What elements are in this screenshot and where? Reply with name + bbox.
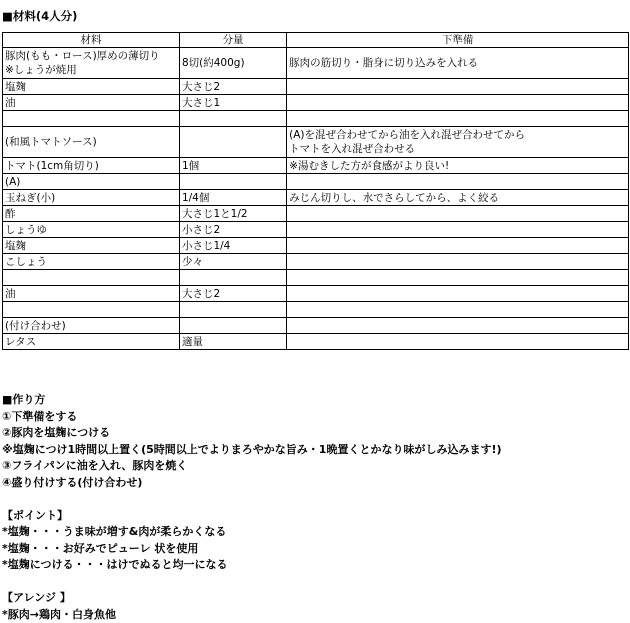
- table-row: [3, 95, 629, 111]
- header-ingredient: 材料: [3, 33, 180, 48]
- arrange-title: 【アレンジ 】: [2, 591, 71, 604]
- ingredient-cell: 油: [3, 95, 180, 111]
- amount-cell: 1個: [179, 158, 286, 174]
- ingredient-cell: [3, 111, 180, 127]
- table-row: [3, 206, 629, 222]
- preparation-cell: [287, 222, 629, 238]
- method-line: ②豚肉を塩麹につける: [2, 426, 111, 439]
- table-row: [3, 270, 629, 286]
- ingredient-cell: (A): [3, 174, 180, 190]
- table-row: [3, 48, 629, 79]
- header-amount: 分量: [179, 33, 286, 48]
- ingredient-cell: 玉ねぎ(小): [3, 190, 180, 206]
- amount-cell: 適量: [179, 334, 286, 350]
- preparation-cell: [287, 334, 629, 350]
- spacer: [2, 574, 628, 591]
- preparation-cell: [287, 302, 629, 318]
- points-line: *塩麹につける・・・はけでぬると均一になる: [2, 558, 228, 571]
- table-row: [3, 334, 629, 350]
- amount-cell: 小さじ2: [179, 222, 286, 238]
- preparation-cell: [287, 79, 629, 95]
- points-title: 【ポイント】: [2, 508, 68, 522]
- preparation-cell: [287, 174, 629, 190]
- preparation-cell: [287, 95, 629, 111]
- preparation-cell: [287, 206, 629, 222]
- method-title: ■作り方: [2, 393, 46, 406]
- table-row: [3, 190, 629, 206]
- amount-cell: 少々: [179, 254, 286, 270]
- amount-cell: [179, 270, 286, 286]
- ingredient-cell: レタス: [3, 334, 180, 350]
- amount-cell: [179, 111, 286, 127]
- table-row: [3, 286, 629, 302]
- ingredient-cell: [3, 302, 180, 318]
- preparation-cell: (A)を混ぜ合わせてから油を入れ混ぜ合わせてから トマトを入れ混ぜ合わせる: [287, 127, 629, 158]
- ingredient-cell: 油: [3, 286, 180, 302]
- ingredient-cell: 塩麹: [3, 79, 180, 95]
- preparation-cell: ※湯むきした方が食感がより良い!: [287, 158, 629, 174]
- amount-cell: 大さじ2: [179, 79, 286, 95]
- preparation-cell: [287, 111, 629, 127]
- points-line: *塩麹・・・うま味が増す&肉が柔らかくなる: [2, 525, 227, 538]
- preparation-cell: [287, 238, 629, 254]
- amount-cell: [179, 318, 286, 334]
- amount-cell: [179, 302, 286, 318]
- method-line: ※塩麹につけ1時間以上置く(5時間以上でよりまろやかな旨み・1晩置くとかなり味がしみ込みます!): [2, 442, 502, 456]
- amount-cell: 大さじ2: [179, 286, 286, 302]
- table-row: [3, 79, 629, 95]
- instructions: [2, 392, 628, 623]
- ingredient-cell: [3, 270, 180, 286]
- method-line: ①下準備をする: [2, 409, 78, 423]
- preparation-cell: [287, 270, 629, 286]
- amount-cell: 大さじ1: [179, 95, 286, 111]
- table-row: [3, 127, 629, 158]
- preparation-cell: [287, 286, 629, 302]
- preparation-cell: [287, 254, 629, 270]
- table-row: [3, 302, 629, 318]
- preparation-cell: 豚肉の筋切り・脂身に切り込みを入れる: [287, 48, 629, 79]
- table-row: [3, 318, 629, 334]
- amount-cell: 大さじ1と1/2: [179, 206, 286, 222]
- ingredient-cell: 豚肉(もも・ロース)厚めの薄切り ※しょうが焼用: [3, 48, 180, 79]
- spacer: [2, 491, 628, 508]
- arrange-line: *豚肉→鶏肉・白身魚他: [2, 607, 116, 621]
- ingredient-cell: (和風トマトソース): [3, 127, 180, 158]
- ingredient-cell: (付け合わせ): [3, 318, 180, 334]
- preparation-cell: [287, 318, 629, 334]
- amount-cell: [179, 174, 286, 190]
- amount-cell: 小さじ1/4: [179, 238, 286, 254]
- header-preparation: 下準備: [287, 33, 629, 48]
- table-row: [3, 222, 629, 238]
- method-line: ③フライパンに油を入れ、豚肉を焼く: [2, 459, 188, 472]
- amount-cell: 1/4個: [179, 190, 286, 206]
- amount-cell: [179, 127, 286, 158]
- method-line: ④盛り付けする(付け合わせ): [2, 475, 143, 489]
- points-line: *塩麹・・・お好みでピューレ 状を使用: [2, 541, 199, 555]
- ingredients-table: [2, 32, 629, 350]
- table-row: [3, 238, 629, 254]
- table-row: [3, 158, 629, 174]
- ingredient-cell: トマト(1cm角切り): [3, 158, 180, 174]
- amount-cell: 8切(約400g): [179, 48, 286, 79]
- ingredient-cell: 酢: [3, 206, 180, 222]
- table-row: [3, 111, 629, 127]
- ingredient-cell: しょうゆ: [3, 222, 180, 238]
- ingredients-title: ■材料(4人分): [2, 9, 78, 23]
- preparation-cell: みじん切りし、水でさらしてから、よく絞る: [287, 190, 629, 206]
- table-header-row: [3, 33, 629, 48]
- table-row: [3, 254, 629, 270]
- ingredient-cell: 塩麹: [3, 238, 180, 254]
- ingredient-cell: こしょう: [3, 254, 180, 270]
- table-row: [3, 174, 629, 190]
